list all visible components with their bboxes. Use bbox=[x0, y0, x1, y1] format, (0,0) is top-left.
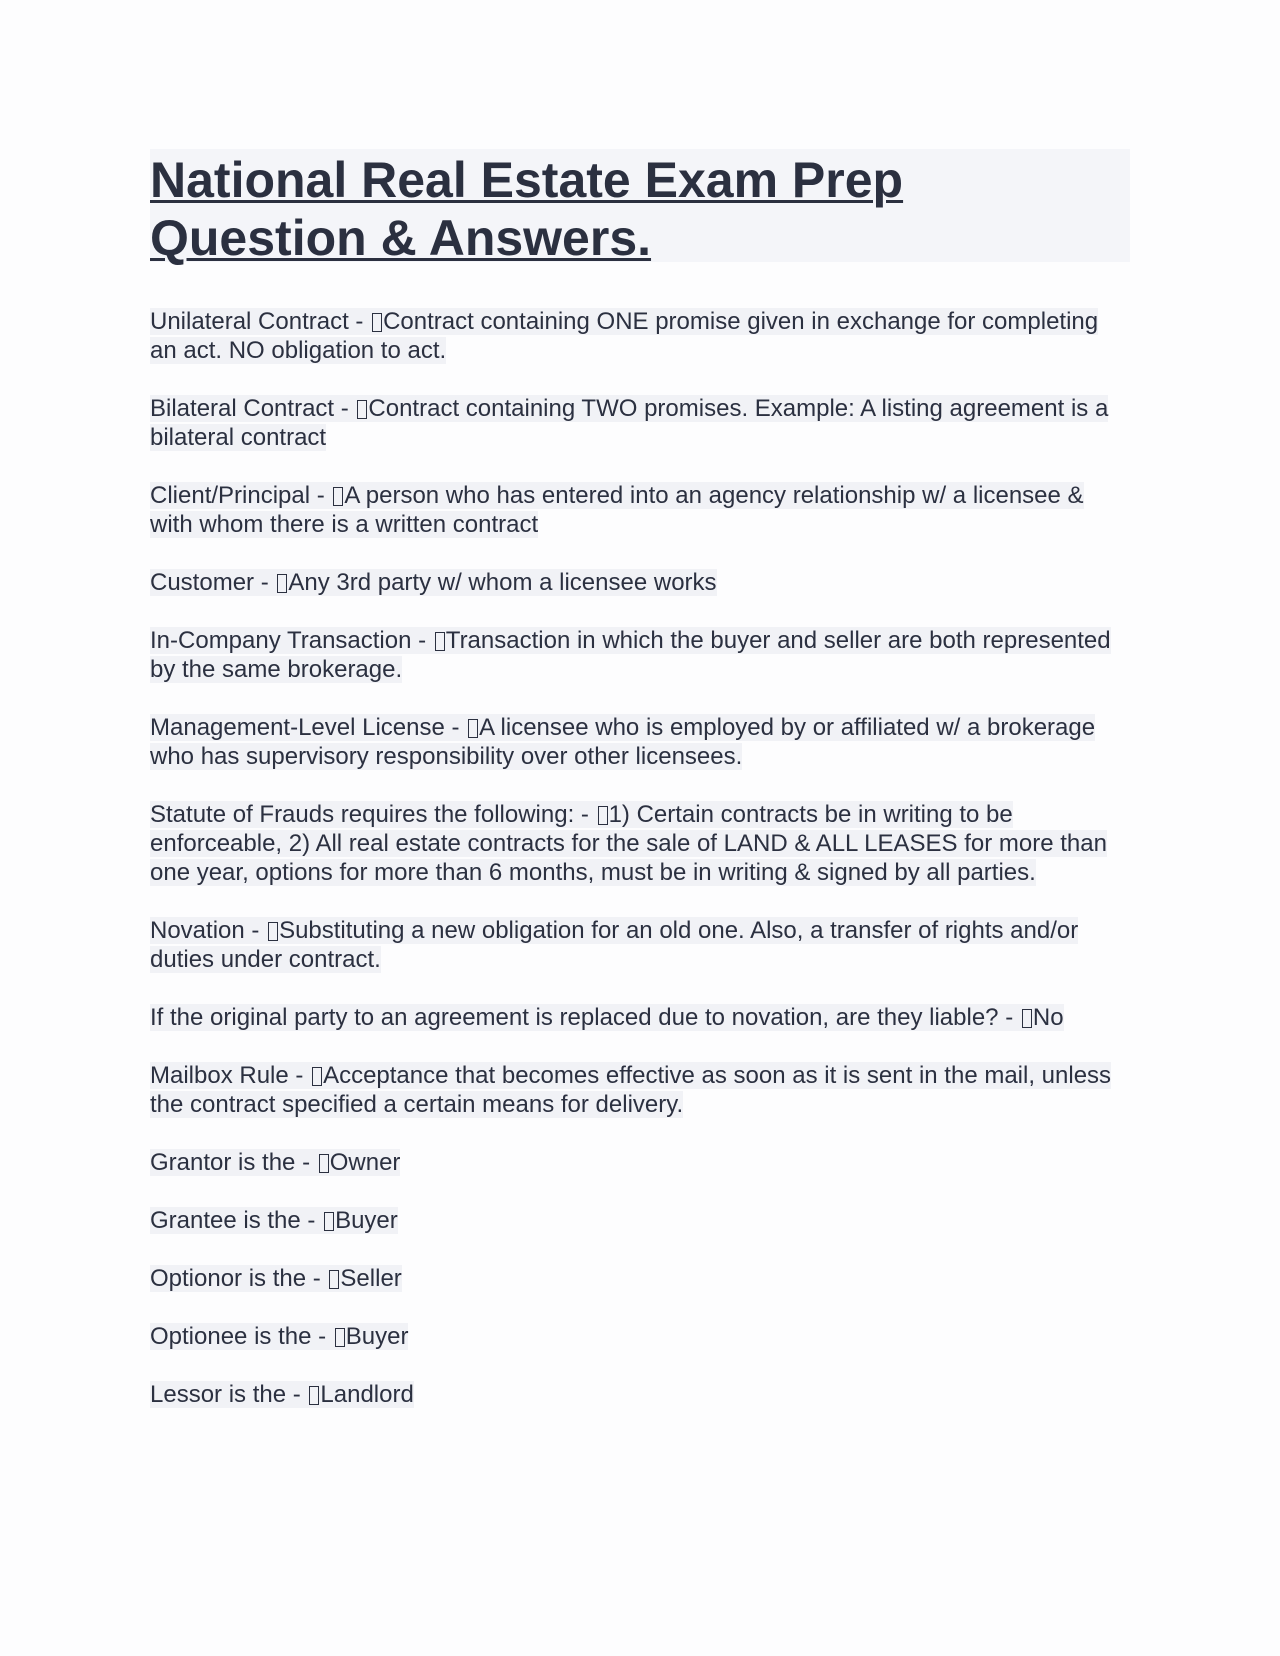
qa-highlight bbox=[150, 1381, 414, 1408]
qa-separator: - bbox=[411, 627, 433, 654]
qa-term: Bilateral Contract bbox=[150, 395, 335, 422]
qa-answer: Seller bbox=[340, 1265, 402, 1292]
missing-glyph-box-icon bbox=[268, 922, 278, 941]
qa-answer: 1) Certain contracts be in writing to be enforceable, 2) All real estate contracts for the sale of LAND & ALL LEASES for more than one year, options for more than 6 months, must be in writing & signed by all parties. bbox=[150, 801, 1107, 886]
qa-term: Grantor is the bbox=[150, 1149, 296, 1176]
qa-separator: - bbox=[311, 1323, 333, 1350]
qa-item bbox=[150, 568, 1130, 597]
missing-glyph-box-icon bbox=[468, 719, 478, 738]
qa-term: Management-Level License bbox=[150, 714, 445, 741]
qa-item bbox=[150, 713, 1130, 771]
qa-separator: - bbox=[348, 308, 371, 335]
qa-separator: - bbox=[998, 1004, 1020, 1031]
qa-term: Novation bbox=[150, 917, 245, 944]
qa-term: Statute of Frauds requires the following: bbox=[150, 801, 575, 828]
qa-term: Optionee is the bbox=[150, 1323, 312, 1350]
qa-answer: Contract containing TWO promises. Example: A listing agreement is a bilateral contract bbox=[150, 395, 1109, 451]
qa-answer: Buyer bbox=[335, 1207, 398, 1234]
missing-glyph-box-icon bbox=[333, 487, 343, 506]
qa-answer: Acceptance that becomes effective as soon as it is sent in the mail, unless the contract specified a certain means for delivery. bbox=[150, 1062, 1112, 1118]
missing-glyph-box-icon bbox=[329, 1270, 339, 1289]
qa-separator: - bbox=[254, 569, 276, 596]
qa-highlight bbox=[150, 1149, 400, 1176]
qa-term: If the original party to an agreement is replaced due to novation, are they liable? bbox=[150, 1004, 999, 1031]
missing-glyph-box-icon bbox=[324, 1212, 334, 1231]
qa-item bbox=[150, 481, 1130, 539]
qa-item bbox=[150, 1206, 1130, 1235]
qa-highlight bbox=[150, 801, 1107, 886]
qa-answer: A licensee who is employed by or affiliated w/ a brokerage who has supervisory responsibility over other licensees. bbox=[150, 714, 1096, 770]
qa-highlight bbox=[150, 482, 1084, 538]
qa-highlight bbox=[150, 308, 1098, 364]
qa-highlight bbox=[150, 714, 1095, 770]
missing-glyph-box-icon bbox=[312, 1067, 322, 1086]
qa-item bbox=[150, 626, 1130, 684]
qa-term: Lessor is the bbox=[150, 1381, 287, 1408]
qa-highlight bbox=[150, 395, 1108, 451]
qa-item bbox=[150, 394, 1130, 452]
qa-item bbox=[150, 1264, 1130, 1293]
qa-answer: Landlord bbox=[320, 1381, 414, 1408]
qa-separator: - bbox=[295, 1149, 317, 1176]
qa-highlight bbox=[150, 1062, 1111, 1118]
qa-answer: A person who has entered into an agency relationship w/ a licensee & with whom there is a written contract bbox=[150, 482, 1084, 538]
qa-separator: - bbox=[300, 1207, 323, 1234]
qa-item bbox=[150, 1322, 1130, 1351]
qa-answer: Any 3rd party w/ whom a licensee works bbox=[288, 569, 717, 596]
qa-term: Grantee is the bbox=[150, 1207, 301, 1234]
qa-term: Unilateral Contract bbox=[150, 308, 349, 335]
qa-separator: - bbox=[334, 395, 356, 422]
qa-answer: Contract containing ONE promise given in exchange for completing an act. NO obligation to act. bbox=[150, 308, 1099, 364]
qa-answer: Owner bbox=[329, 1149, 401, 1176]
qa-item bbox=[150, 1003, 1130, 1032]
qa-term: Client/Principal bbox=[150, 482, 311, 509]
qa-highlight bbox=[150, 1265, 402, 1292]
qa-separator: - bbox=[574, 801, 596, 828]
missing-glyph-box-icon bbox=[1022, 1009, 1032, 1028]
qa-item bbox=[150, 307, 1130, 365]
qa-term: Customer bbox=[150, 569, 255, 596]
qa-term: Mailbox Rule bbox=[150, 1062, 289, 1089]
missing-glyph-box-icon bbox=[357, 400, 367, 419]
qa-item bbox=[150, 916, 1130, 974]
qa-highlight bbox=[150, 917, 1078, 973]
document-page bbox=[150, 149, 1130, 1438]
missing-glyph-box-icon bbox=[372, 313, 382, 332]
missing-glyph-box-icon bbox=[319, 1154, 329, 1173]
title-block bbox=[150, 149, 1130, 266]
qa-separator: - bbox=[444, 714, 467, 741]
qa-answer: Buyer bbox=[345, 1323, 409, 1350]
qa-separator: - bbox=[306, 1265, 328, 1292]
missing-glyph-box-icon bbox=[277, 574, 287, 593]
missing-glyph-box-icon bbox=[309, 1386, 319, 1405]
qa-item bbox=[150, 1380, 1130, 1409]
missing-glyph-box-icon bbox=[335, 1328, 345, 1347]
qa-term: In-Company Transaction bbox=[150, 627, 412, 654]
qa-highlight bbox=[150, 569, 717, 596]
qa-item bbox=[150, 1148, 1130, 1177]
qa-term: Optionor is the bbox=[150, 1265, 307, 1292]
document-title: National Real Estate Exam Prep Question & Answers. bbox=[150, 152, 904, 266]
qa-highlight bbox=[150, 1207, 398, 1234]
qa-separator: - bbox=[244, 917, 267, 944]
qa-separator: - bbox=[288, 1062, 311, 1089]
qa-answer: Transaction in which the buyer and seller are both represented by the same brokerage. bbox=[150, 627, 1111, 683]
qa-separator: - bbox=[310, 482, 332, 509]
qa-highlight bbox=[150, 1004, 1064, 1031]
qa-highlight bbox=[150, 627, 1111, 683]
qa-separator: - bbox=[286, 1381, 308, 1408]
qa-list bbox=[150, 307, 1130, 1409]
qa-answer: No bbox=[1032, 1004, 1064, 1031]
qa-item bbox=[150, 1061, 1130, 1119]
qa-highlight bbox=[150, 1323, 408, 1350]
missing-glyph-box-icon bbox=[435, 632, 445, 651]
qa-item bbox=[150, 800, 1130, 887]
qa-answer: Substituting a new obligation for an old one. Also, a transfer of rights and/or duties under contract. bbox=[150, 917, 1079, 973]
missing-glyph-box-icon bbox=[598, 806, 608, 825]
